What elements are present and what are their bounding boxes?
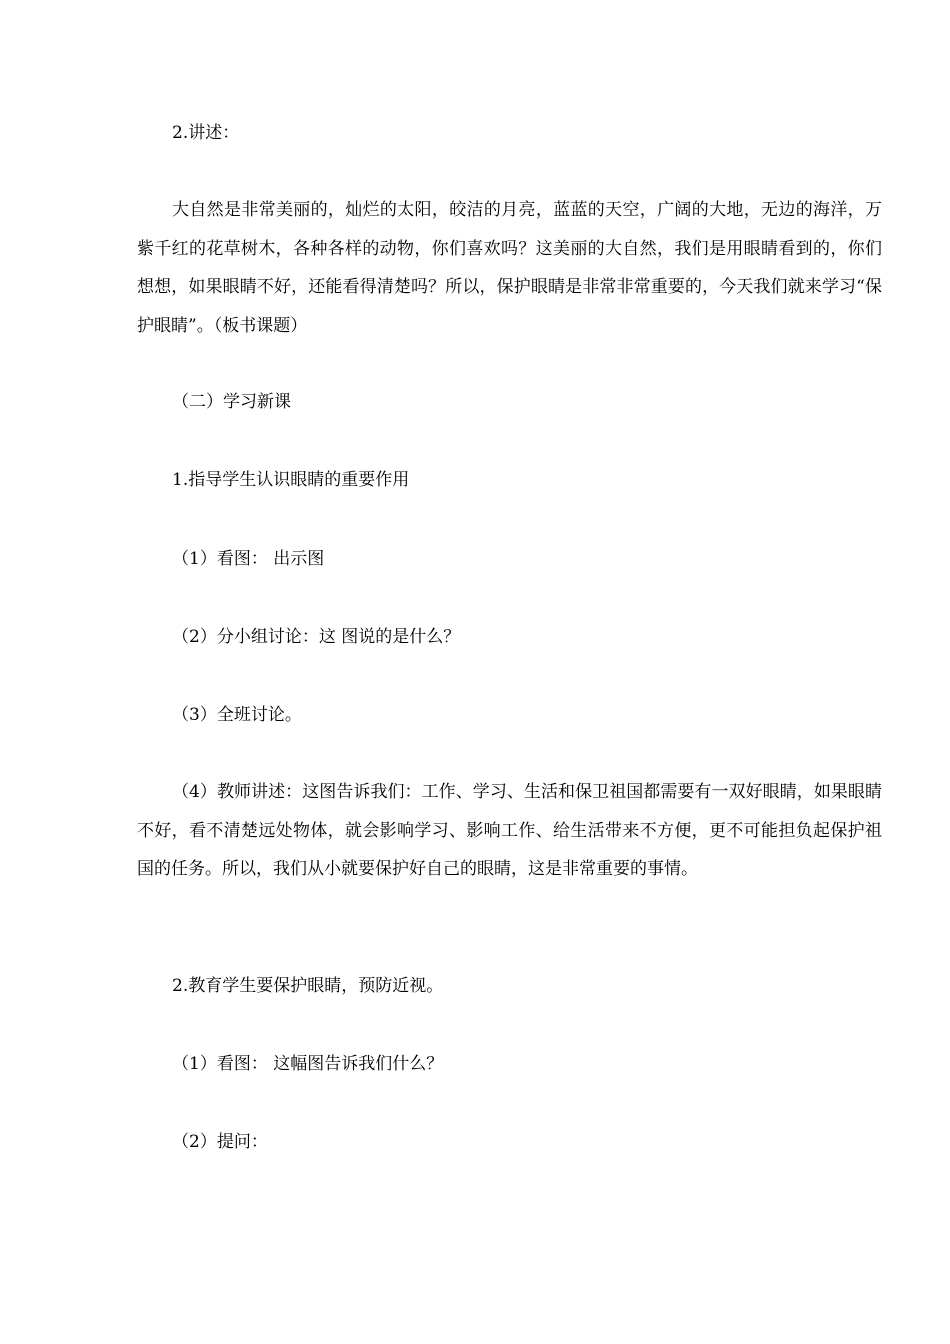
section-heading-narration: 2.讲述： bbox=[172, 123, 240, 143]
item-protect-eyes: 2.教育学生要保护眼睛，预防近视。 bbox=[172, 976, 444, 996]
section-heading-new-lesson: （二）学习新课 bbox=[172, 392, 291, 412]
item-class-discussion: （3）全班讨论。 bbox=[172, 705, 302, 725]
paragraph-nature-intro: 大自然是非常美丽的，灿烂的太阳，皎洁的月亮，蓝蓝的天空，广阔的大地，无边的海洋，万紫千红的花草树木，各种各样的动物，你们喜欢吗？这美丽的大自然，我们是用眼睛看到的，你们想想，如果眼睛不好，还能看得清楚吗？所以，保护眼睛是非常非常重要的，今天我们就来学习“保护眼睛”。（板书课题） bbox=[137, 200, 882, 336]
item-eye-importance: 1.指导学生认识眼睛的重要作用 bbox=[172, 470, 410, 490]
item-ask-question: （2）提问： bbox=[172, 1132, 268, 1152]
item-group-discussion: （2）分小组讨论：这 图说的是什么？ bbox=[172, 627, 461, 647]
item-picture-question: （1）看图： 这幅图告诉我们什么？ bbox=[172, 1054, 444, 1074]
paragraph-teacher-narration: （4）教师讲述：这图告诉我们：工作、学习、生活和保卫祖国都需要有一双好眼睛，如果眼睛不好，看不清楚远处物体，就会影响学习、影响工作、给生活带来不方便，更不可能担负起保护祖国的任务。所以，我们从小就要保护好自己的眼睛，这是非常重要的事情。 bbox=[137, 782, 882, 879]
item-look-at-picture: （1）看图： 出示图 bbox=[172, 549, 325, 569]
